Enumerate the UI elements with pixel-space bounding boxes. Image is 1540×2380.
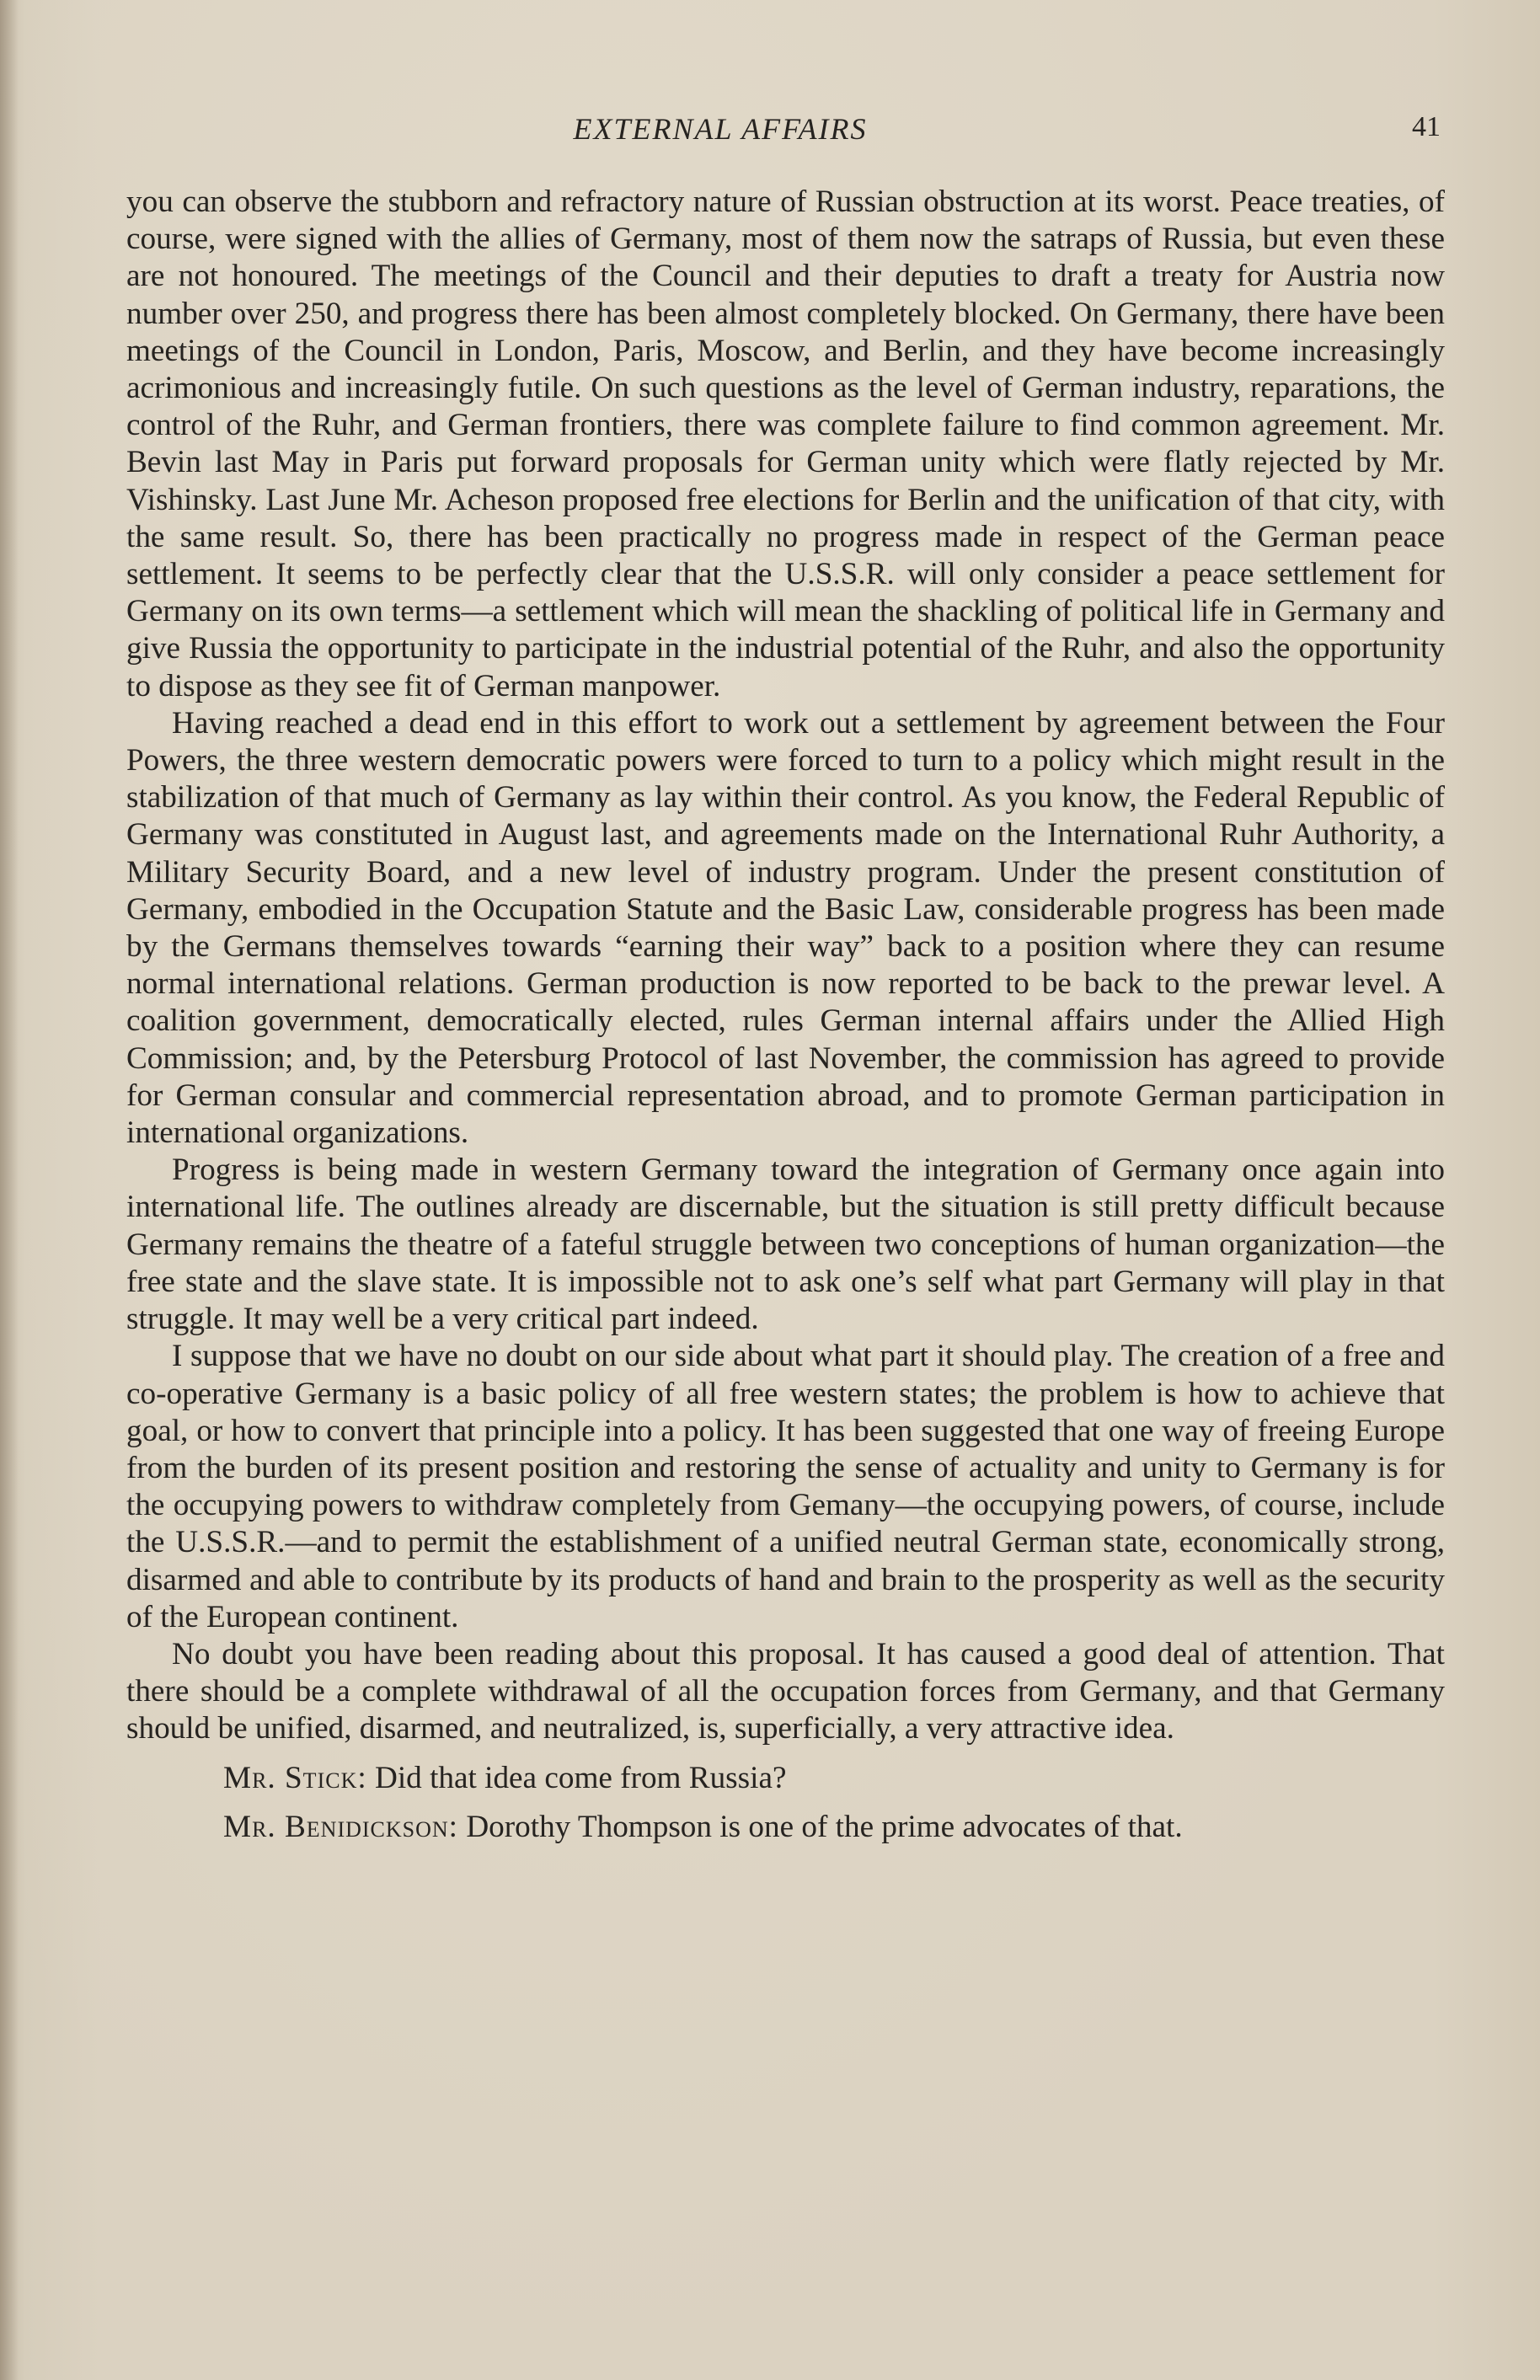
page-number: 41 [1412, 111, 1441, 142]
paragraph-5: No doubt you have been reading about this proposal. It has caused a good deal of attention. That there should be a complete withdrawal of all the occupation forces from Germany, and that Germany should be unified, disarmed, and neutralized, is, superficially, a very attractive idea. [126, 1636, 1445, 1746]
paragraph-4: I suppose that we have no doubt on our side about what part it should play. The creation of a free and co-operative Germany is a basic policy of all free western states; the problem is how to achieve that goal, or how to convert that principle into a policy. It has been suggested that one way of freeing Europe from the burden of its present position and restoring the sense of actuality and unity to Germany is for the occupying powers to withdraw completely from Gemany—the occupying powers, of course, include the U.S.S.R.—and to permit the establishment of a unified neutral German state, economically strong, disarmed and able to contribute by its products of hand and brain to the prosperity as well as the security of the European continent. [126, 1339, 1445, 1634]
speaker-name: Mr. Benidickson: [223, 1809, 459, 1844]
dialogue-line-2 [126, 1809, 1445, 1846]
speech-text: Did that idea come from Russia? [374, 1760, 787, 1795]
body-text [126, 184, 1445, 1846]
paragraph-2: Having reached a dead end in this effort to work out a settlement by agreement between the Four Powers, the three western democratic powers were forced to turn to a policy which might result in the stabilization of that much of Germany as lay within their control. As you know, the Federal Republic of Germany was constituted in August last, and agreements made on the International Ruhr Authority, a Military Security Board, and a new level of industry program. Under the present constitution of Germany, embodied in the Occupation Statute and the Basic Law, considerable progress has been made by the Germans themselves towards “earning their way” back to a position where they can resume normal international relations. German production is now reported to be back to the prewar level. A coalition government, democratically elected, rules German internal affairs under the Allied High Commission; and, by the Petersburg Protocol of last November, the commission has agreed to provide for German consular and commercial representation abroad, and to promote German participation in international organizations. [126, 705, 1445, 1151]
running-head [135, 111, 1441, 153]
running-title: EXTERNAL AFFAIRS [573, 112, 868, 146]
paragraph-1: you can observe the stubborn and refractory nature of Russian obstruction at its worst. Peace treaties, of course, were signed with the allies of Germany, most of them now the satraps of Russia, but even these are not honoured. The meetings of the Council and their deputies to draft a treaty for Austria now number over 250, and progress there has been almost completely blocked. On Germany, there have been meetings of the Council in London, Paris, Moscow, and Berlin, and they have become increasingly acrimonious and increasingly futile. On such questions as the level of German industry, reparations, the control of the Ruhr, and German frontiers, there was complete failure to find common agreement. Mr. Bevin last May in Paris put forward proposals for German unity which were flatly rejected by Mr. Vishinsky. Last June Mr. Acheson proposed free elections for Berlin and the unification of that city, with the same result. So, there has been practically no progress made in respect of the German peace settlement. It seems to be perfectly clear that the U.S.S.R. will only consider a peace settlement for Germany on its own terms—a settlement which will mean the shackling of political life in Germany and give Russia the opportunity to participate in the industrial potential of the Ruhr, and also the opportunity to dispose as they see fit of German manpower. [126, 185, 1445, 703]
dialogue-line-1 [126, 1760, 1445, 1797]
paragraph-3: Progress is being made in western Germany toward the integration of Germany once again into international life. The outlines already are discernable, but the situation is still pretty difficult because Germany remains the theatre of a fateful struggle between two conceptions of human organization—the free state and the slave state. It is impossible not to ask one’s self what part Germany will play in that struggle. It may well be a very critical part indeed. [126, 1153, 1445, 1337]
speech-text: Dorothy Thompson is one of the prime advocates of that. [466, 1809, 1183, 1844]
gutter-shadow [0, 0, 19, 2380]
speaker-name: Mr. Stick: [223, 1760, 367, 1795]
